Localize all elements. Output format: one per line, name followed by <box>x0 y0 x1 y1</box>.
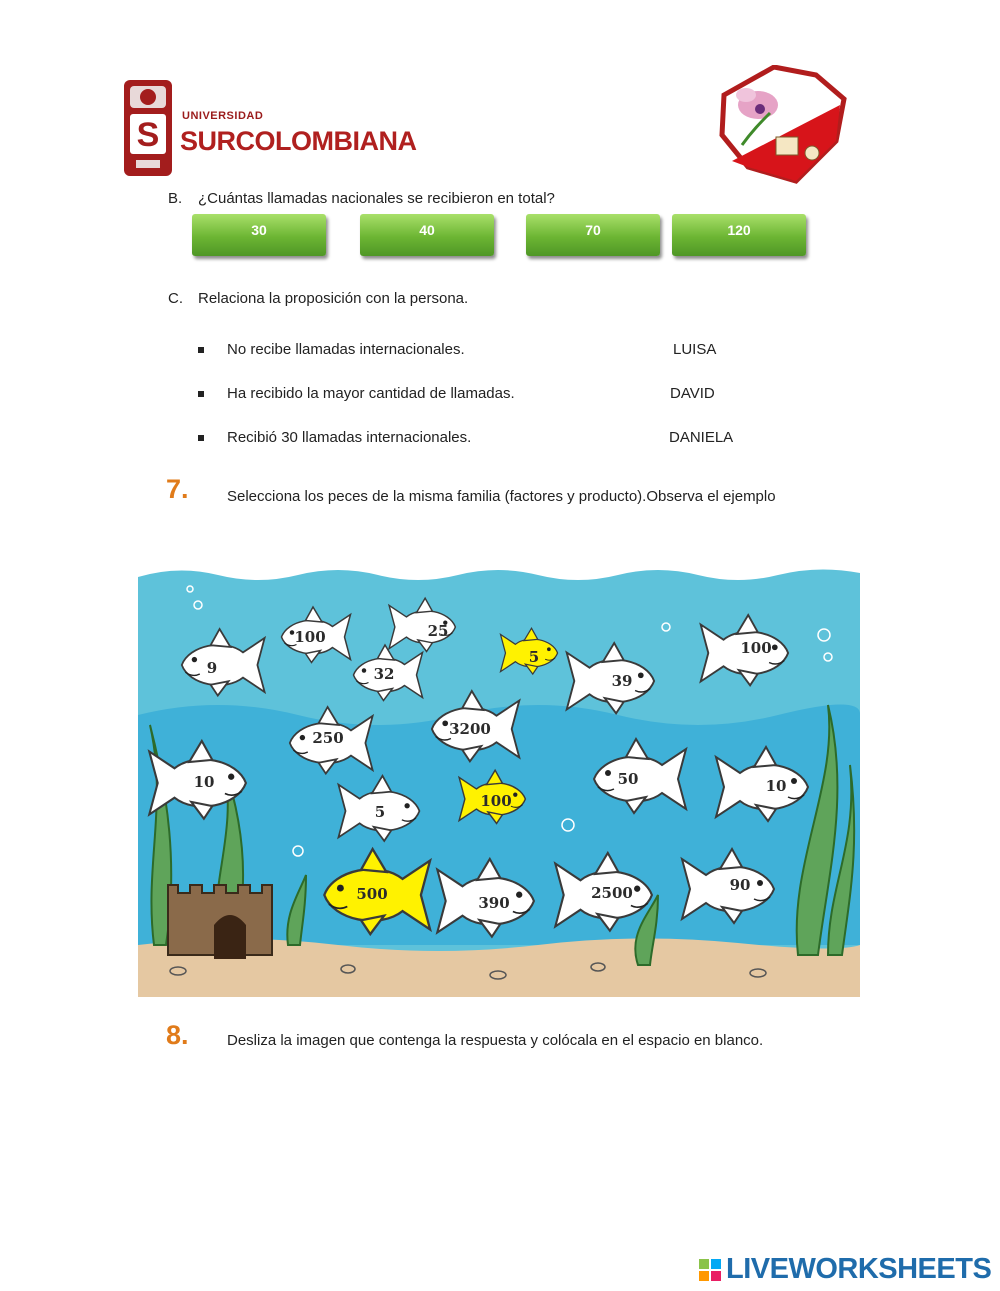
question-c-letter: C. <box>168 290 183 307</box>
exercise-7-number: 7. <box>166 474 189 504</box>
university-emblem <box>120 80 176 178</box>
university-logo <box>120 80 417 180</box>
fish-number: 39 <box>611 672 633 690</box>
aquarium-image <box>138 565 860 997</box>
fish-number: 10 <box>193 773 215 791</box>
question-b <box>168 190 555 207</box>
person-daniela[interactable]: DANIELA <box>669 429 734 446</box>
option-120-button[interactable]: 120 <box>672 214 806 256</box>
fish-number: 50 <box>617 770 639 788</box>
fish-number: 5 <box>374 803 386 821</box>
svg-text:S: S <box>136 116 160 154</box>
question-c-text: Relaciona la proposición con la persona. <box>198 290 469 307</box>
fish-number: 2500 <box>591 884 633 902</box>
option-30-button[interactable]: 30 <box>192 214 326 256</box>
fish-number: 5 <box>528 648 540 666</box>
fish-number: 10 <box>765 777 787 795</box>
person-david[interactable]: DAVID <box>670 385 715 402</box>
proposition-2[interactable]: Ha recibido la mayor cantidad de llamadas. <box>227 385 515 402</box>
person-luisa[interactable]: LUISA <box>673 341 717 358</box>
university-name: SURCOLOMBIANA <box>180 126 417 156</box>
question-b-text: ¿Cuántas llamadas nacionales se recibieron en total? <box>198 190 555 207</box>
fish-number: 100 <box>740 639 772 657</box>
question-b-letter: B. <box>168 190 183 207</box>
proposition-1[interactable]: No recibe llamadas internacionales. <box>227 341 465 358</box>
question-c <box>168 290 468 307</box>
exercise-8-instruction: Desliza la imagen que contenga la respuesta y colócala en el espacio en blanco. <box>227 1032 764 1049</box>
option-40-button[interactable]: 40 <box>360 214 494 256</box>
fish-number: 32 <box>373 665 395 683</box>
fish-number: 90 <box>729 876 751 894</box>
university-small-label: UNIVERSIDAD <box>182 110 264 122</box>
exercise-7-instruction: Selecciona los peces de la misma familia (factores y producto).Observa el ejemplo <box>227 488 776 505</box>
fish-number: 500 <box>356 885 388 903</box>
school-crest <box>712 65 848 187</box>
liveworksheets-logo-icon <box>699 1259 721 1281</box>
fish-number: 100 <box>294 628 326 646</box>
liveworksheets-brand: LIVEWORKSHEETS <box>726 1253 992 1285</box>
bullet-icon <box>198 435 204 441</box>
fish-number: 100 <box>480 792 512 810</box>
fish-number: 250 <box>312 729 344 747</box>
fish-number: 25 <box>427 622 449 640</box>
bullet-icon <box>198 347 204 353</box>
option-70-button[interactable]: 70 <box>526 214 660 256</box>
proposition-3[interactable]: Recibió 30 llamadas internacionales. <box>227 429 472 446</box>
bullet-icon <box>198 391 204 397</box>
fish-number: 9 <box>206 659 218 677</box>
fish-number: 3200 <box>449 720 491 738</box>
exercise-8-number: 8. <box>166 1020 189 1050</box>
fish-number: 390 <box>478 894 510 912</box>
